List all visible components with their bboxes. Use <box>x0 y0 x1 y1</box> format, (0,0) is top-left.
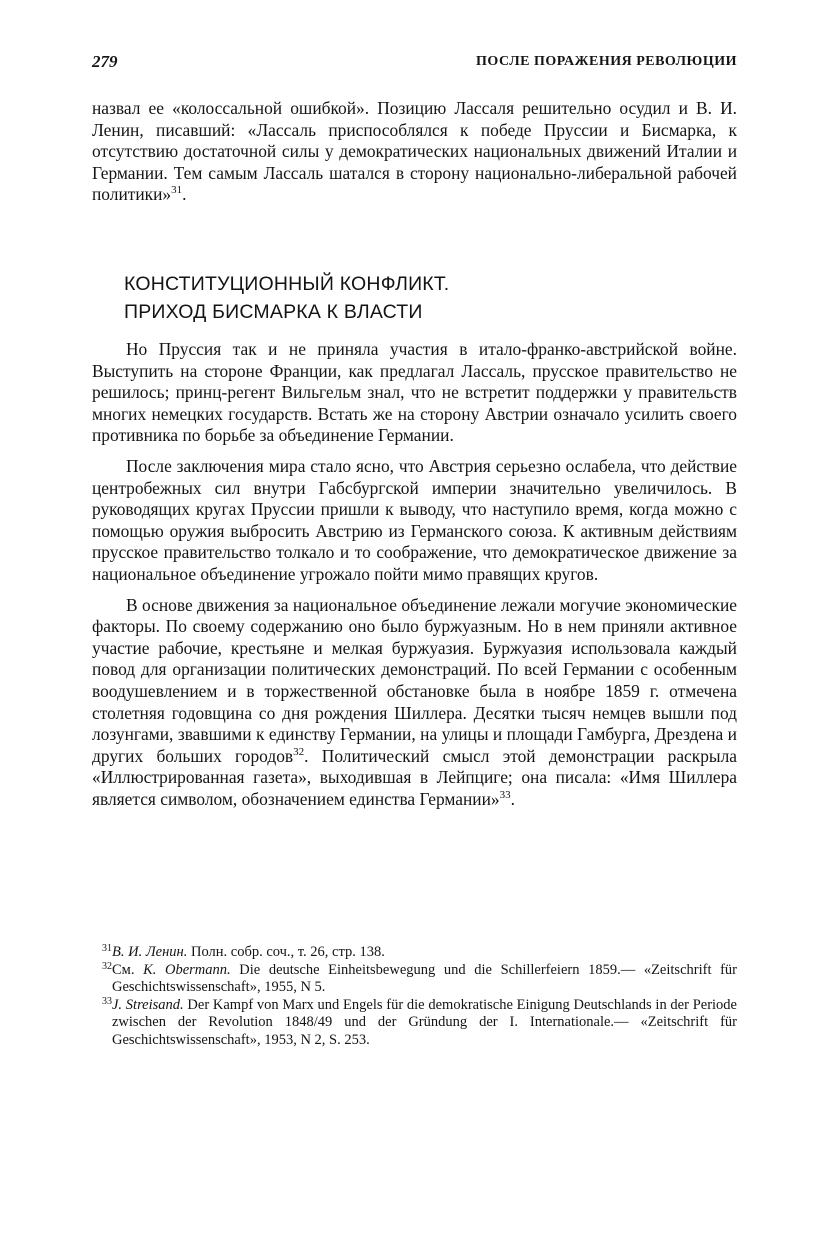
footnote-mark: 32 <box>102 960 112 972</box>
section-title-line-2: ПРИХОД БИСМАРКА К ВЛАСТИ <box>124 301 423 323</box>
footnote-ref-33: 33 <box>499 789 511 802</box>
footnote-text: Der Kampf von Marx und Engels für die demokratische Einigung Deutschlands in der Periode zwischen der Revolution 1848/49 und der Gründung der I. Internationale.— «Zeitschrift für Geschichtswissenschaft», 1953, N 2, S. 253. <box>112 996 737 1048</box>
footnote-author: K. Obermann. <box>143 961 231 978</box>
footnote-32 <box>92 962 737 997</box>
paragraph-3-end: . <box>510 788 515 809</box>
intro-text: назвал ее «колоссальной ошибкой». Позицию Лассаля решительно осудил и В. И. Ленин, писавший: «Лассаль приспособлялся к победе Пруссии и Бисмарка, к отсутствию достаточной силы у демократических национальных движений Италии и Германии. Тем самым Лассаль шатался в сторону национально-либеральной рабочей политики» <box>92 98 737 205</box>
page-header <box>92 52 737 74</box>
footnote-33 <box>92 997 737 1050</box>
intro-end: . <box>182 184 187 205</box>
footnote-mark: 31 <box>102 943 112 954</box>
section-title <box>124 270 724 326</box>
paragraph-3 <box>92 595 737 811</box>
footnote-mark: 33 <box>102 995 112 1007</box>
section-title-line-1: КОНСТИТУЦИОННЫЙ КОНФЛИКТ. <box>124 273 450 295</box>
paragraph-3-text-a: В основе движения за национальное объединение лежали могучие экономические факторы. По своему содержанию оно было буржуазным. Но в нем приняли активное участие рабочие, крестьяне и мелкая буржуазия. Буржуазия использовала каждый повод для организации политических демонстраций. По всей Германии с особенным воодушевлением и в торжественной обстановке была в ноябре 1859 г. отмечена столетняя годовщина со дня рождения Шиллера. Десятки тысяч немцев вышли под лозунгами, звавшими к единству Германии, на улицы и площади Гамбурга, Дрездена и других больших городов <box>92 594 737 766</box>
footnote-author: J. Streisand. <box>112 996 184 1013</box>
footnote-ref-31: 31 <box>171 184 183 197</box>
footnote-31 <box>92 944 737 962</box>
running-head: ПОСЛЕ ПОРАЖЕНИЯ РЕВОЛЮЦИИ <box>476 54 737 69</box>
footnote-prefix: См. <box>112 961 144 978</box>
footnote-ref-32: 32 <box>293 745 305 758</box>
footnote-text: Полн. собр. соч., т. 26, стр. 138. <box>187 944 385 960</box>
page-number: 279 <box>92 52 118 71</box>
paragraph-3-text-b: . Политический смысл этой демонстрации раскрыла «Иллюстрированная газета», выходившая в Лейпциге; она писала: «Имя Шиллера является символом, обозначением единства Германии» <box>92 745 737 809</box>
footnote-text: Die deutsche Einheitsbewegung und die Schillerfeiern 1859.— «Zeitschrift für Geschichtswissenschaft», 1955, N 5. <box>112 961 737 996</box>
main-text <box>92 339 737 810</box>
paragraph-1: Но Пруссия так и не приняла участия в итало-франко-австрийской войне. Выступить на стороне Франции, как предлагал Лассаль, прусское правительство не решилось; принц-регент Вильгельм знал, что не встретит поддержки у правительств многих немецких государств. Встать же на сторону Австрии означало усилить своего противника по борьбе за объединение Германии. <box>92 339 737 446</box>
footnote-author: В. И. Ленин. <box>112 944 188 960</box>
intro-paragraph <box>92 98 737 206</box>
paragraph-2: После заключения мира стало ясно, что Австрия серьезно ослабела, что действие центробежных сил внутри Габсбургской империи значительно увеличилось. В руководящих кругах Пруссии пришли к выводу, что наступило время, когда можно с помощью оружия выбросить Австрию из Германского союза. К активным действиям прусское правительство толкало и то соображение, что демократическое движение за национальное объединение угрожало пойти мимо правящих кругов. <box>92 455 737 584</box>
intro-paragraph-block <box>92 98 737 206</box>
footnotes <box>92 944 737 1050</box>
